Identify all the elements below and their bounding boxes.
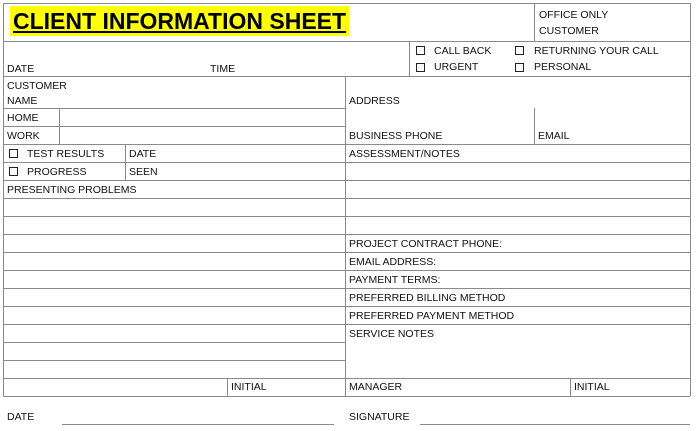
time-label: TIME <box>210 63 236 75</box>
email-label: EMAIL <box>538 130 570 142</box>
returning-call-checkbox[interactable] <box>515 46 524 55</box>
email-address-label: EMAIL ADDRESS: <box>349 256 437 268</box>
preferred-payment-label: PREFERRED PAYMENT METHOD <box>349 310 515 322</box>
date-label: DATE <box>7 63 35 75</box>
footer-date-line[interactable] <box>62 424 334 425</box>
initial-left-label: INITIAL <box>231 381 267 393</box>
home-label: HOME <box>7 112 39 124</box>
name-label: NAME <box>7 95 38 107</box>
test-results-label: TEST RESULTS <box>27 148 105 160</box>
business-phone-label: BUSINESS PHONE <box>349 130 443 142</box>
payment-terms-label: PAYMENT TERMS: <box>349 274 441 286</box>
work-label: WORK <box>7 130 40 142</box>
seen-label: SEEN <box>129 166 158 178</box>
personal-checkbox[interactable] <box>515 63 524 72</box>
progress-label: PROGRESS <box>27 166 87 178</box>
customer-label: CUSTOMER <box>7 80 67 92</box>
progress-checkbox[interactable] <box>9 167 18 176</box>
address-label: ADDRESS <box>349 95 400 107</box>
call-back-label: CALL BACK <box>434 45 492 57</box>
personal-label: PERSONAL <box>534 61 592 73</box>
manager-label: MANAGER <box>349 381 403 393</box>
service-notes-label: SERVICE NOTES <box>349 328 434 340</box>
returning-call-label: RETURNING YOUR CALL <box>534 45 659 57</box>
preferred-billing-label: PREFERRED BILLING METHOD <box>349 292 506 304</box>
urgent-checkbox[interactable] <box>416 63 425 72</box>
date-seen-label: DATE <box>129 148 157 160</box>
presenting-problems-label: PRESENTING PROBLEMS <box>7 184 137 196</box>
sheet-title: CLIENT INFORMATION SHEET <box>10 6 349 36</box>
call-back-checkbox[interactable] <box>416 46 425 55</box>
assessment-notes-label: ASSESSMENT/NOTES <box>349 148 460 160</box>
project-contract-phone-label: PROJECT CONTRACT PHONE: <box>349 238 503 250</box>
office-only-label: OFFICE ONLY <box>539 9 609 21</box>
initial-right-label: INITIAL <box>574 381 610 393</box>
urgent-label: URGENT <box>434 61 479 73</box>
footer-signature-line[interactable] <box>420 424 690 425</box>
test-results-checkbox[interactable] <box>9 149 18 158</box>
customer-label-header: CUSTOMER <box>539 25 599 37</box>
footer-date-label: DATE <box>7 411 35 423</box>
footer-signature-label: SIGNATURE <box>349 411 410 423</box>
